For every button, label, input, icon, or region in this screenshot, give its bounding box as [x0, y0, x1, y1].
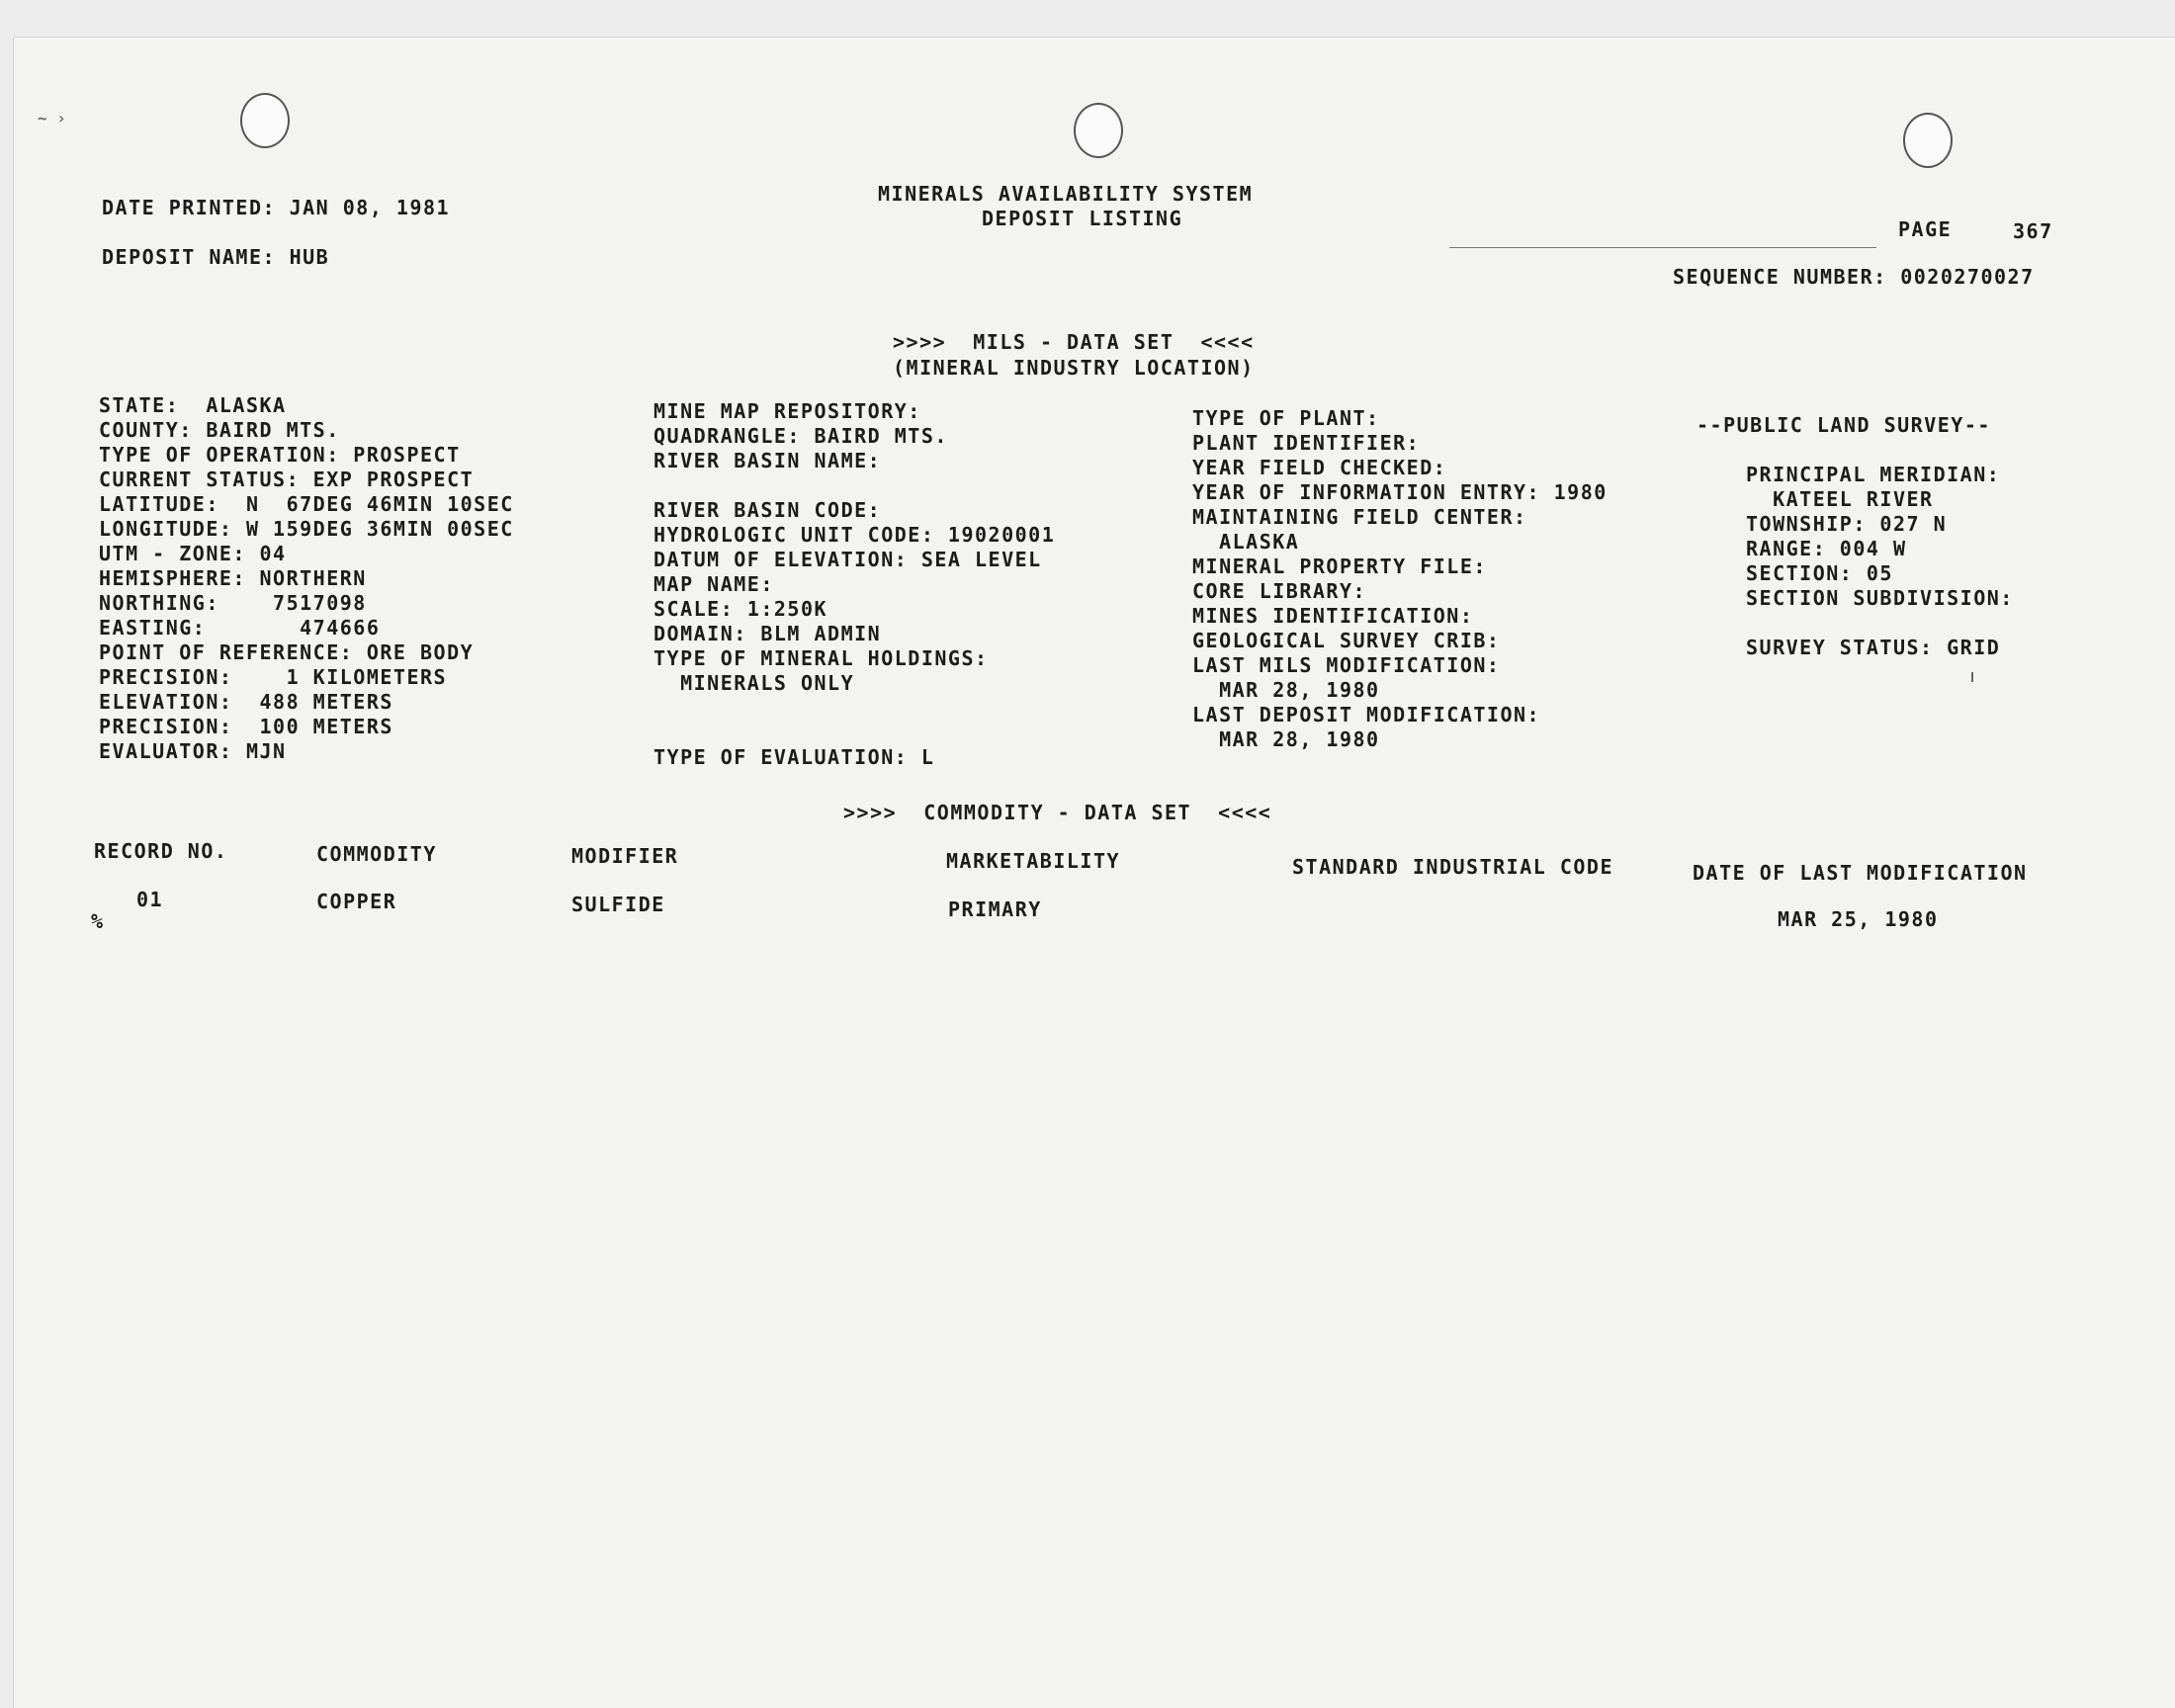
field-line: TYPE OF MINERAL HOLDINGS:: [653, 646, 989, 670]
field-line: MINERAL PROPERTY FILE:: [1192, 555, 1487, 578]
field-line: MINE MAP REPOSITORY:: [653, 399, 921, 423]
field-line: MAR 28, 1980: [1192, 727, 1380, 751]
field-line: CURRENT STATUS: EXP PROSPECT: [99, 468, 475, 491]
system-title: MINERALS AVAILABILITY SYSTEM: [878, 182, 1254, 206]
field-line: GEOLOGICAL SURVEY CRIB:: [1192, 629, 1501, 652]
header-modifier: MODIFIER: [571, 844, 679, 868]
header-sic: STANDARD INDUSTRIAL CODE: [1292, 855, 1613, 879]
field-line: DOMAIN: BLM ADMIN: [653, 622, 882, 645]
field-line: HEMISPHERE: NORTHERN: [99, 566, 367, 590]
field-line: SECTION: 05: [1746, 561, 1893, 585]
field-line: NORTHING: 7517098: [99, 591, 367, 615]
location-column-3: [1192, 406, 1608, 752]
section-heading: --PUBLIC LAND SURVEY--: [1696, 413, 1991, 437]
field-line: YEAR FIELD CHECKED:: [1192, 456, 1447, 479]
field-line: PRINCIPAL MERIDIAN:: [1746, 463, 2001, 486]
field-line: ALASKA: [1192, 530, 1300, 554]
public-land-survey: [1696, 413, 2014, 660]
header-record-no: RECORD NO.: [94, 839, 228, 863]
deposit-name: DEPOSIT NAME: HUB: [102, 245, 330, 269]
field-line: MINERALS ONLY: [653, 671, 855, 695]
field-line: SECTION SUBDIVISION:: [1746, 586, 2014, 610]
page-number: 367: [2013, 219, 2053, 243]
field-line: PRECISION: 100 METERS: [99, 715, 393, 738]
field-line: LONGITUDE: W 159DEG 36MIN 00SEC: [99, 517, 514, 541]
cell-record-no: 01: [136, 888, 164, 911]
page-label: PAGE: [1898, 217, 1953, 241]
mils-title: >>>> MILS - DATA SET <<<<: [893, 330, 1255, 354]
field-line: YEAR OF INFORMATION ENTRY: 1980: [1192, 480, 1608, 504]
print-tick: [1971, 672, 1973, 682]
field-line: MINES IDENTIFICATION:: [1192, 604, 1474, 628]
location-column-1: [99, 393, 514, 764]
punch-hole-right: [1903, 113, 1953, 168]
field-line: LAST MILS MODIFICATION:: [1192, 653, 1501, 677]
cell-modifier: SULFIDE: [571, 893, 665, 916]
field-line: LATITUDE: N 67DEG 46MIN 10SEC: [99, 492, 514, 516]
field-line: SCALE: 1:250K: [653, 597, 828, 621]
field-line: ELEVATION: 488 METERS: [99, 690, 393, 714]
field-line: TYPE OF OPERATION: PROSPECT: [99, 443, 461, 467]
date-printed: DATE PRINTED: JAN 08, 1981: [102, 196, 451, 219]
blank-line: [653, 721, 1055, 745]
blank-line: [1696, 438, 1991, 463]
field-line: TOWNSHIP: 027 N: [1746, 512, 1948, 536]
field-line: RIVER BASIN NAME:: [653, 449, 882, 472]
blank-line: [1696, 611, 1991, 636]
field-line: EASTING: 474666: [99, 616, 381, 640]
header-rule: [1449, 247, 1876, 248]
field-line: RIVER BASIN CODE:: [653, 498, 882, 522]
blank-line: [653, 696, 1055, 721]
pen-mark: ~ ›: [38, 109, 66, 128]
field-line: QUADRANGLE: BAIRD MTS.: [653, 424, 948, 448]
field-line: STATE: ALASKA: [99, 393, 287, 417]
listing-title: DEPOSIT LISTING: [982, 207, 1183, 230]
field-line: KATEEL RIVER: [1746, 487, 1934, 511]
location-column-2: [653, 399, 1055, 770]
header-commodity: COMMODITY: [316, 842, 437, 866]
field-line: MAINTAINING FIELD CENTER:: [1192, 505, 1527, 529]
footnote-mark: %: [91, 909, 105, 933]
field-line: LAST DEPOSIT MODIFICATION:: [1192, 703, 1541, 726]
field-line: MAP NAME:: [653, 572, 774, 596]
field-line: RANGE: 004 W: [1746, 537, 1907, 560]
field-line: TYPE OF EVALUATION: L: [653, 745, 935, 769]
field-line: HYDROLOGIC UNIT CODE: 19020001: [653, 523, 1056, 547]
mils-subtitle: (MINERAL INDUSTRY LOCATION): [893, 356, 1255, 380]
field-line: EVALUATOR: MJN: [99, 739, 287, 763]
punch-hole-left: [240, 93, 290, 148]
punch-hole-center: [1074, 103, 1123, 158]
field-line: TYPE OF PLANT:: [1192, 406, 1380, 430]
field-line: COUNTY: BAIRD MTS.: [99, 418, 340, 442]
field-line: PLANT IDENTIFIER:: [1192, 431, 1421, 455]
field-line: DATUM OF ELEVATION: SEA LEVEL: [653, 548, 1042, 571]
cell-marketability: PRIMARY: [948, 897, 1042, 921]
commodity-title: >>>> COMMODITY - DATA SET <<<<: [843, 801, 1272, 824]
cell-commodity: COPPER: [316, 890, 397, 913]
header-marketability: MARKETABILITY: [946, 849, 1121, 873]
field-line: POINT OF REFERENCE: ORE BODY: [99, 640, 475, 664]
blank-line: [653, 473, 1055, 498]
header-date-last-modification: DATE OF LAST MODIFICATION: [1693, 861, 2028, 885]
field-line: MAR 28, 1980: [1192, 678, 1380, 702]
cell-date: MAR 25, 1980: [1778, 907, 1939, 931]
field-line: UTM - ZONE: 04: [99, 542, 287, 565]
field-line: SURVEY STATUS: GRID: [1746, 636, 2001, 659]
sequence-number: SEQUENCE NUMBER: 0020270027: [1673, 265, 2035, 289]
field-line: CORE LIBRARY:: [1192, 579, 1367, 603]
field-line: PRECISION: 1 KILOMETERS: [99, 665, 448, 689]
